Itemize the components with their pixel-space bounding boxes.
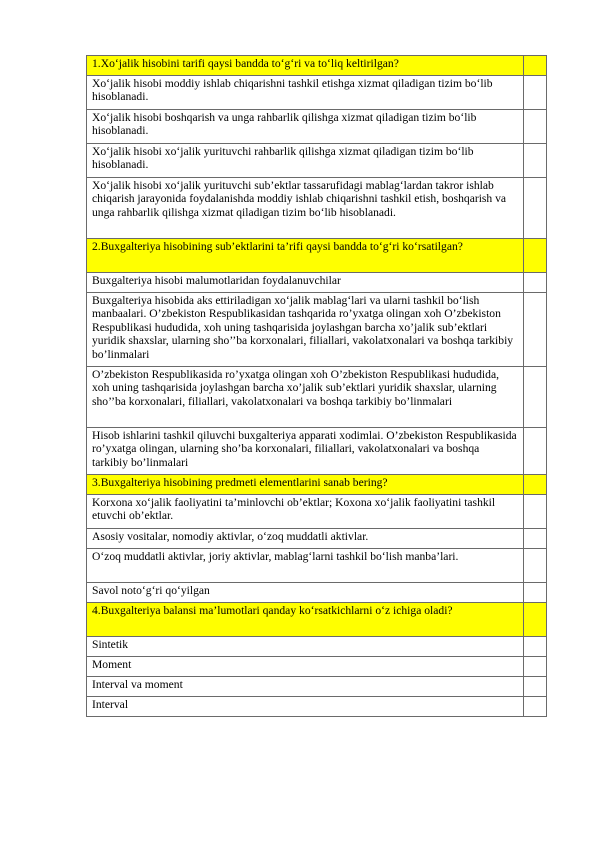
answer-mark-cell[interactable] xyxy=(524,144,547,178)
option-row xyxy=(87,273,547,293)
answer-mark-cell[interactable] xyxy=(524,637,547,657)
question-text: 3.Buxgalteriya hisobining predmeti elementlarini sanab bering? xyxy=(87,475,524,495)
option-row xyxy=(87,529,547,549)
option-row xyxy=(87,549,547,583)
question-table xyxy=(86,55,547,717)
option-text: Asosiy vositalar, nomodiy aktivlar, o‘zoq muddatli aktivlar. xyxy=(87,529,524,549)
answer-mark-cell[interactable] xyxy=(524,529,547,549)
option-text: Xo‘jalik hisobi xo‘jalik yurituvchi sub’ektlar tassarufidagi mablag‘lardan takror ishlab chiqarish jarayonida foydalanishda moddiy ishlab chiqarishni tashkil etish, boshqarish va unga rahbarlik qilishga xizmat qiladigan tizim bo‘lib hisoblanadi. xyxy=(87,178,524,239)
answer-mark-cell[interactable] xyxy=(524,583,547,603)
answer-mark-cell[interactable] xyxy=(524,76,547,110)
answer-mark-cell[interactable] xyxy=(524,495,547,529)
option-row xyxy=(87,367,547,428)
option-row xyxy=(87,428,547,475)
option-text: Interval va moment xyxy=(87,677,524,697)
answer-mark-cell[interactable] xyxy=(524,677,547,697)
question-text: 4.Buxgalteriya balansi ma’lumotlari qanday ko‘rsatkichlarni o‘z ichiga oladi? xyxy=(87,603,524,637)
question-row xyxy=(87,239,547,273)
option-row xyxy=(87,293,547,367)
test-sheet xyxy=(86,55,546,717)
answer-mark-cell[interactable] xyxy=(524,293,547,367)
question-text: 1.Xo‘jalik hisobini tarifi qaysi bandda to‘g‘ri va to‘liq keltirilgan? xyxy=(87,56,524,76)
option-text: Interval xyxy=(87,697,524,717)
option-text: Buxgalteriya hisobi malumotlaridan foydalanuvchilar xyxy=(87,273,524,293)
option-row xyxy=(87,583,547,603)
option-text: Xo‘jalik hisobi moddiy ishlab chiqarishni tashkil etishga xizmat qiladigan tizim bo‘lib hisoblanadi. xyxy=(87,76,524,110)
answer-mark-cell[interactable] xyxy=(524,549,547,583)
question-row xyxy=(87,603,547,637)
option-text: Xo‘jalik hisobi xo‘jalik yurituvchi rahbarlik qilishga xizmat qiladigan tizim bo‘lib hisoblanadi. xyxy=(87,144,524,178)
option-text: Xo‘jalik hisobi boshqarish va unga rahbarlik qilishga xizmat qiladigan tizim bo‘lib hisoblanadi. xyxy=(87,110,524,144)
answer-mark-cell[interactable] xyxy=(524,428,547,475)
option-row xyxy=(87,697,547,717)
question-row xyxy=(87,475,547,495)
answer-mark-cell[interactable] xyxy=(524,475,547,495)
answer-mark-cell[interactable] xyxy=(524,239,547,273)
answer-mark-cell[interactable] xyxy=(524,56,547,76)
option-text: O’zbekiston Respublikasida ro’yxatga olingan xoh O’zbekiston Respublikasi hududida, xoh uning tashqarisida joylashgan barcha xo’jalik sub’ektlari yuridik shaxslar, ularning sho’’ba korxonalari, filiallari, vakolatxonalari va boshqa tarkibiy bo’linmalari xyxy=(87,367,524,428)
option-row xyxy=(87,76,547,110)
answer-mark-cell[interactable] xyxy=(524,110,547,144)
answer-mark-cell[interactable] xyxy=(524,697,547,717)
option-text: Hisob ishlarini tashkil qiluvchi buxgalteriya apparati xodimlai. O’zbekiston Respublikasida ro’yxatga olingan, ularning sho’ba korxonalari, filiallari, vakolatxonalari va boshqa tarkibiy bo’linmalari xyxy=(87,428,524,475)
option-text: Buxgalteriya hisobida aks ettiriladigan xo‘jalik mablag‘lari va ularni tashkil bo‘lish manbaalari. O’zbekiston Respublikasidan tashqarida ro’yxatga olingan xoh O’zbekiston Respublikasi hududida, xoh uning tashqarisida joylashgan barcha xo’jalik sub’ektlari yuridik shaxslar, ularning sho’’ba korxonalari, filiallari, vakolatxonalari va boshqa tarkibiy bo’linmalari xyxy=(87,293,524,367)
answer-mark-cell[interactable] xyxy=(524,273,547,293)
option-row xyxy=(87,144,547,178)
option-row xyxy=(87,657,547,677)
option-text: Sintetik xyxy=(87,637,524,657)
option-text: Moment xyxy=(87,657,524,677)
option-text: O‘zoq muddatli aktivlar, joriy aktivlar, mablag‘larni tashkil bo‘lish manba’lari. xyxy=(87,549,524,583)
option-text: Savol noto‘g‘ri qo‘yilgan xyxy=(87,583,524,603)
question-text: 2.Buxgalteriya hisobining sub’ektlarini ta’rifi qaysi bandda to‘g‘ri ko‘rsatilgan? xyxy=(87,239,524,273)
option-row xyxy=(87,495,547,529)
answer-mark-cell[interactable] xyxy=(524,657,547,677)
answer-mark-cell[interactable] xyxy=(524,367,547,428)
option-row xyxy=(87,677,547,697)
answer-mark-cell[interactable] xyxy=(524,178,547,239)
answer-mark-cell[interactable] xyxy=(524,603,547,637)
option-row xyxy=(87,637,547,657)
option-row xyxy=(87,110,547,144)
option-row xyxy=(87,178,547,239)
question-row xyxy=(87,56,547,76)
option-text: Korxona xo‘jalik faoliyatini ta’minlovchi ob’ektlar; Koxona xo‘jalik faoliyatini tashkil etuvchi ob’ektlar. xyxy=(87,495,524,529)
